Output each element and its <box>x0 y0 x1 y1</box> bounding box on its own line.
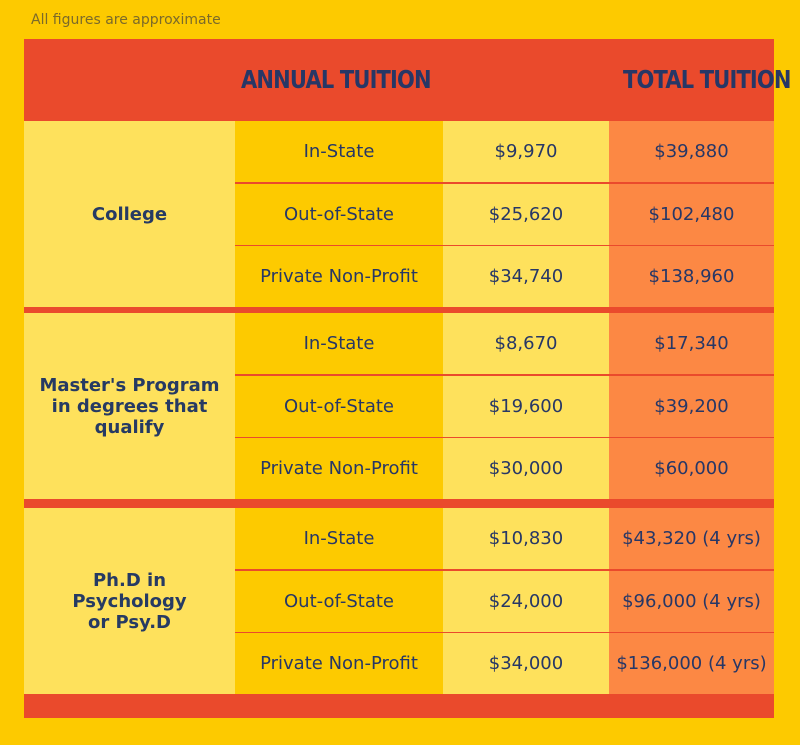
total-tuition-header: TOTAL TUITION <box>623 65 791 94</box>
tuition-type-cell: Private Non-Profit <box>235 246 443 307</box>
table-header <box>24 39 791 121</box>
group-label-cell <box>24 313 235 499</box>
annual-tuition-cell: $30,000 <box>443 438 609 499</box>
total-tuition-cell: $138,960 <box>609 246 774 307</box>
annual-tuition-cell: $9,970 <box>443 121 609 182</box>
tuition-type-cell: Private Non-Profit <box>235 633 443 694</box>
annual-tuition-header: ANNUAL TUITION <box>241 65 431 94</box>
tuition-type-cell: In-State <box>235 121 443 182</box>
table-row <box>235 121 774 182</box>
total-tuition-cell: $39,200 <box>609 376 774 437</box>
total-tuition-cell: $102,480 <box>609 184 774 245</box>
annual-tuition-cell: $19,600 <box>443 376 609 437</box>
table-row <box>235 571 774 632</box>
tuition-type-cell: Out-of-State <box>235 571 443 632</box>
tuition-type-cell: Private Non-Profit <box>235 438 443 499</box>
group-label: Ph.D in Psychology or Psy.D <box>72 569 187 633</box>
masters-group <box>24 313 774 499</box>
phd-group <box>24 508 774 694</box>
annual-tuition-cell: $34,740 <box>443 246 609 307</box>
group-label: Master's Program in degrees that qualify <box>39 374 220 438</box>
tuition-table <box>24 39 791 718</box>
table-row <box>235 184 774 245</box>
annual-tuition-cell: $25,620 <box>443 184 609 245</box>
annual-tuition-cell: $10,830 <box>443 508 609 569</box>
table-row <box>235 633 774 694</box>
table-row <box>235 246 774 307</box>
table-row <box>235 313 774 374</box>
approximate-figures-note: All figures are approximate <box>31 12 221 28</box>
total-tuition-cell: $136,000 (4 yrs) <box>609 633 774 694</box>
tuition-type-cell: In-State <box>235 508 443 569</box>
total-tuition-cell: $43,320 (4 yrs) <box>609 508 774 569</box>
table-row <box>235 508 774 569</box>
college-group <box>24 121 774 307</box>
group-label-cell <box>24 508 235 694</box>
annual-tuition-cell: $34,000 <box>443 633 609 694</box>
total-tuition-cell: $39,880 <box>609 121 774 182</box>
annual-tuition-cell: $8,670 <box>443 313 609 374</box>
total-tuition-cell: $17,340 <box>609 313 774 374</box>
group-label-cell <box>24 121 235 307</box>
group-label: College <box>91 203 168 225</box>
tuition-type-cell: Out-of-State <box>235 376 443 437</box>
tuition-type-cell: Out-of-State <box>235 184 443 245</box>
table-row <box>235 376 774 437</box>
table-row <box>235 438 774 499</box>
total-tuition-cell: $96,000 (4 yrs) <box>609 571 774 632</box>
annual-tuition-cell: $24,000 <box>443 571 609 632</box>
total-tuition-cell: $60,000 <box>609 438 774 499</box>
tuition-type-cell: In-State <box>235 313 443 374</box>
